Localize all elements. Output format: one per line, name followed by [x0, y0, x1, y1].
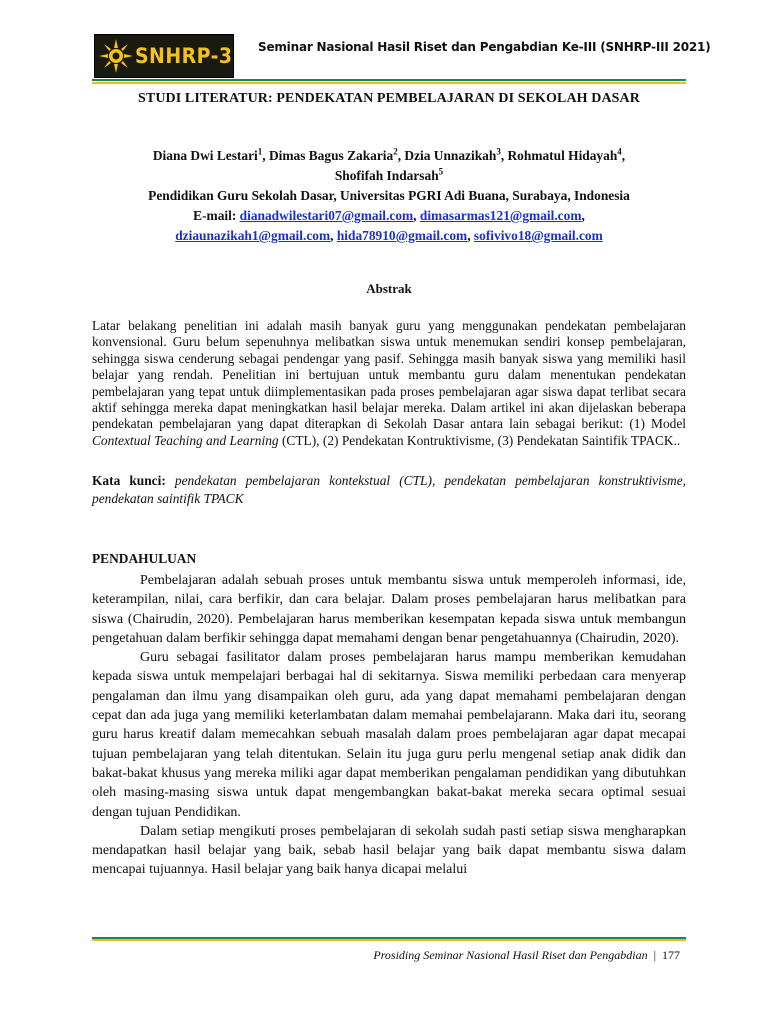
keywords-label: Kata kunci: [92, 473, 166, 488]
conference-logo [94, 34, 234, 78]
email-label: E-mail: [193, 208, 237, 223]
author-superscript: 2 [393, 146, 398, 157]
body-text [92, 571, 686, 880]
author-name: Shofifah Indarsah [334, 168, 439, 183]
footer-rule [92, 937, 686, 941]
body-paragraph: Dalam setiap mengikuti proses pembelajaran di sekolah sudah pasti setiap siswa mengharapkan mendapatkan hasil belajar yang baik, sebab hasil belajar yang baik dapat membantu siswa dalam mencapai tujuannya. Hasil belajar yang baik hanya dicapai melalui [92, 823, 686, 878]
email-link[interactable]: dimasarmas121@gmail.com [419, 208, 582, 223]
article-title: STUDI LITERATUR: PENDEKATAN PEMBELAJARAN DI SEKOLAH DASAR [138, 91, 640, 106]
email-link[interactable]: hida78910@gmail.com [336, 228, 468, 243]
email-line-1: E-mail: dianadwilestari07@gmail.com, dimasarmas121@gmail.com, [193, 208, 585, 223]
email-link[interactable]: dianadwilestari07@gmail.com [239, 208, 414, 223]
proceedings-title: Prosiding Seminar Nasional Hasil Riset dan Pengabdian [373, 948, 648, 962]
section-heading: PENDAHULUAN [92, 551, 197, 566]
email-line-2: dziaunazikah1@gmail.com, hida78910@gmail.com, sofivivo18@gmail.com [175, 228, 603, 243]
author-superscript: 5 [438, 166, 444, 177]
abstract-part-2: (CTL), (2) Pendekatan Kontruktivisme, (3) Pendekatan Saintifik TPACK.. [281, 432, 681, 448]
author-line-1: Diana Dwi Lestari$^1$, Dimas Bagus Zakaria$^2$, Dzia Unnazikah$^3$, Rohmatul Hidayah$^4$, [152, 146, 626, 163]
body-paragraph: Guru sebagai fasilitator dalam proses pembelajaran harus mampu memberikan kemudahan kepada siswa untuk mempelajari berbagai hal di sekitarnya. Siswa memiliki perbedaan cara menyerap pengalaman dan ilmu yang disampaikan oleh guru, ada yang dapat memahami pembelajaran dengan cepat dan ada juga yang memiliki keterlambatan dalam memahai pembelajarann. Maka dari itu, seorang guru harus kreatif dalam memecahkan sebuah masalah dalam proes pembelajaran agar dapat mecapai tujuan pembelajaran yang telah ditentukan. Selain itu juga guru perlu mengenal setiap anak didik dan bakat-bakat khusus yang mereka miliki agar dapat memberikan pengalaman pendidikan yang dibutuhkan oleh masing-masing siswa untuk dapat mengembangkan bakat-bakat mereka secara optimal sesuai dengan tujuan Pendidikan. [92, 650, 686, 820]
author-superscript: 3 [496, 146, 501, 157]
abstract-text [92, 318, 686, 449]
author-name: Rohmatul Hidayah [507, 148, 618, 163]
body-paragraph: Pembelajaran adalah sebuah proses untuk membantu siswa untuk memperoleh informasi, ide, keterampilan, nilai, cara berfikir, dan cara belajar. Dalam proses pembelajaran harus melibatkan para siswa (Chairudin, 2020). Pembelajaran harus memberikan kesempatan kepada siswa untuk membangun pengetahuan dalam berfikir sehingga dapat memahami dengan benar pengetahuannya (Chairudin, 2020). [92, 573, 686, 646]
author-superscript: 1 [257, 146, 263, 157]
page-number: 177 [662, 948, 680, 962]
keywords-text: pendekatan pembelajaran kontekstual (CTL), pendekatan pembelajaran konstruktivisme, pendekatan saintifik TPACK [92, 473, 686, 506]
sun-emblem-icon [98, 38, 134, 74]
abstract-part-1: Latar belakang penelitian ini adalah masih banyak guru yang menggunakan pendekatan pembelajaran konvensional. Guru belum sepenuhnya melibatkan siswa untuk menemukan sendiri konsep pembelajaran, sehingga siswa cenderung sebagai pendengar yang pasif. Sehingga masih banyak siswa yang memiliki hasil belajar yang rendah. Penelitian ini bertujuan untuk membantu guru dalam menentukan pendekatan pembelajaran yang tepat untuk diimplementasikan pada proses pembelajaran agar siswa dapat terlibat secara aktif sehingga mereka dapat meningkatkan hasil belajar mereka. Dalam artikel ini akan dijelaskan beberapa pendekatan pembelajaran yang dapat diterapkan di Sekolah Dasar antara lain sebagai berikut: (1) Model [92, 318, 686, 432]
keywords [92, 472, 686, 508]
abstract-heading: Abstrak [366, 281, 412, 296]
running-title: Seminar Nasional Hasil Riset dan Pengabdian Ke-III (SNHRP-III 2021) [258, 40, 711, 54]
author-name: Dimas Bagus Zakaria [268, 148, 394, 163]
page-footer [92, 948, 680, 963]
author-superscript: 4 [617, 146, 622, 157]
author-name: Diana Dwi Lestari [152, 148, 258, 163]
footer-separator: | [653, 948, 656, 962]
email-link[interactable]: sofivivo18@gmail.com [473, 228, 603, 243]
logo-wordmark: SNHRP-3 [135, 44, 233, 68]
author-line-2 [92, 166, 686, 186]
header-rule [92, 79, 686, 84]
author-name: Dzia Unnazikah [404, 148, 497, 163]
author-block [92, 146, 686, 246]
abstract-term: Contextual Teaching and Learning [92, 432, 279, 448]
affiliation: Pendidikan Guru Sekolah Dasar, Universitas PGRI Adi Buana, Surabaya, Indonesia [148, 188, 630, 203]
email-link[interactable]: dziaunazikah1@gmail.com [175, 228, 331, 243]
